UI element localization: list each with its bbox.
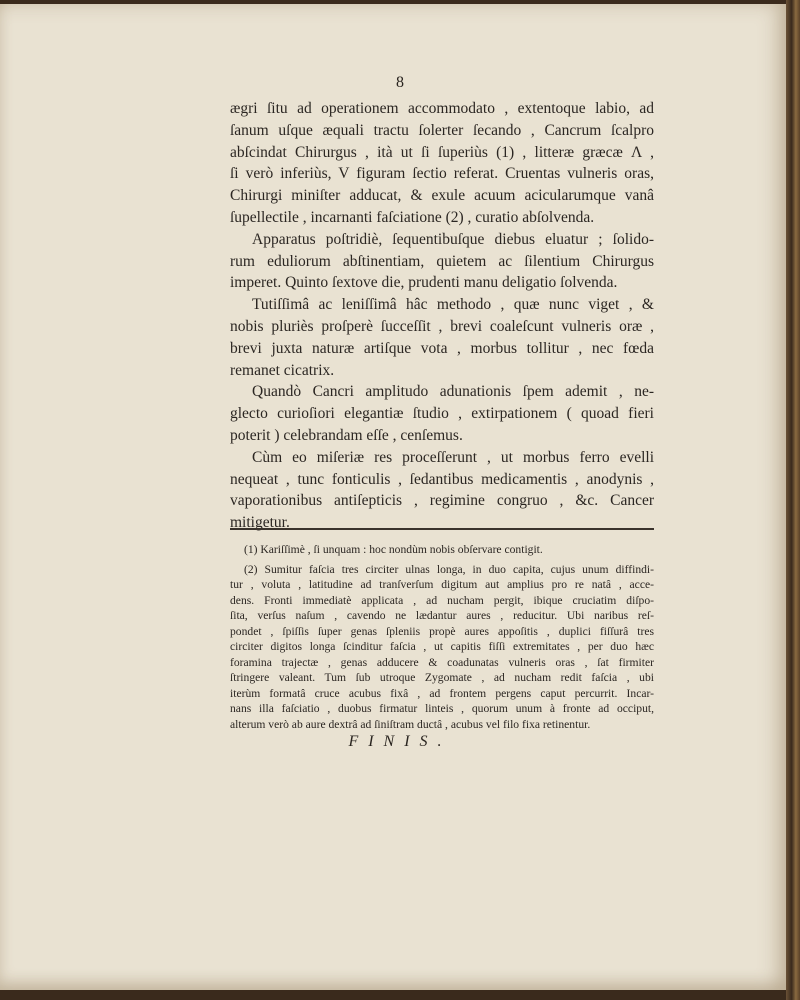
footnote-2-line: nans illa faſciatio , duobus firmatur linteis , quorum unum à fronte ad occiput, [230, 702, 654, 715]
footnote-2-line: ſita, verſus naſum , cavendo ne lædantur aures , reducitur. Ubi naribus reſ- [230, 609, 654, 622]
body-line: Quandò Cancri amplitudo adunationis ſpem ademit , ne- [252, 383, 654, 401]
body-line: Chirurgi miniſter adducat, & exule acuum acicularumque vanâ [230, 187, 654, 205]
footnote-2-line: tur , voluta , latitudine ad tranſverſum digitum aut amplius pro re natâ , acce- [230, 578, 654, 591]
book-spine [786, 0, 800, 1000]
body-line: ſi verò inferiùs, V figuram ſectio referat. Cruentas vulneris oras, [230, 165, 654, 183]
body-line: nequeat , tunc fonticulis , ſedantibus medicamentis , anodynis , [230, 470, 654, 488]
body-line: ægri ſitu ad operationem accommodato , extentoque labio, ad [230, 100, 654, 117]
body-line: ſanum uſque æquali tractu ſolerter ſecando , Cancrum ſcalpro [230, 121, 654, 139]
footnote-2-line: ſtringere valeant. Tum ſub utroque Zygomate , ad nucham redit faſcia , ubi [230, 671, 654, 684]
body-line: mitigetur. [230, 514, 290, 532]
footnote-2-line: (2) Sumitur faſcia tres circiter ulnas longa, in duo capita, cujus unum diffindi- [244, 562, 654, 576]
footnote-2-line: pondet , ſpiſſis ſuper genas ſpleniis propè aures appoſitis , duplici fiſſurâ tres [230, 624, 654, 638]
body-line: Apparatus poſtridiè, ſequentibuſque diebus eluatur ; ſolido- [252, 230, 654, 248]
body-line: imperet. Quinto ſextove die, prudenti manu deligatio ſolvenda. [230, 274, 618, 292]
body-line: glecto curioſiori elegantiæ ſtudio , extirpationem ( quoad fieri [230, 405, 654, 423]
body-text [230, 98, 654, 534]
body-line: remanet cicatrix. [230, 361, 335, 379]
footnote-2-line: iterùm formatâ cruce acubus fixâ , ad frontem pergens caput percurrit. Incar- [230, 686, 654, 700]
page-number: 8 [396, 74, 404, 91]
body-line: brevi juxta naturæ artiſque vota , morbus tollitur , nec fœda [230, 339, 654, 357]
finis-heading: FINIS. [348, 733, 452, 750]
body-line: Cùm eo miſeriæ res proceſſerunt , ut morbus ferro evelli [252, 448, 654, 466]
footnote-1: (1) Kariſſimè , ſi unquam : hoc nondùm nobis obſervare contigit. [244, 543, 543, 556]
body-line: poterit ) celebrandam eſſe , cenſemus. [230, 426, 463, 444]
footnote-2-line: alterum verò ab aure dextrâ ad ſiniſtram ductâ , acubus vel filo fixa retinentur. [230, 717, 591, 731]
body-line: abſcindat Chirurgus , ità ut ſi ſuperiùs (1) , litteræ græcæ Λ , [230, 143, 654, 161]
body-line: rum eduliorum abſtinentiam, quietem ac ſilentium Chirurgus [230, 252, 654, 270]
body-line: Tutiſſimâ ac leniſſimâ hâc methodo , quæ nunc viget , & [252, 296, 654, 314]
footnote-rule [230, 528, 654, 530]
body-line: vaporationibus antiſepticis , regimine congruo , &c. Cancer [230, 492, 654, 510]
footnote-2-line: circiter digitos longa ſcinditur faſcia , ut capitis fiſſi extremitates , per duo hæc [230, 640, 654, 653]
body-line: ſupellectile , incarnanti faſciatione (2) , curatio abſolvenda. [230, 208, 595, 226]
footnotes [230, 542, 654, 732]
footnote-2-line: dens. Fronti immediatè applicata , ad nucham pergit, ibique cruciatim diſpo- [230, 593, 654, 607]
body-line: nobis pluriès proſperè ſucceſſit , brevi coaleſcunt vulneris oræ , [230, 317, 654, 335]
footnote-2-line: foramina trajectæ , genas adducere & coadunatas vulneris oras , ſat firmiter [230, 655, 654, 669]
